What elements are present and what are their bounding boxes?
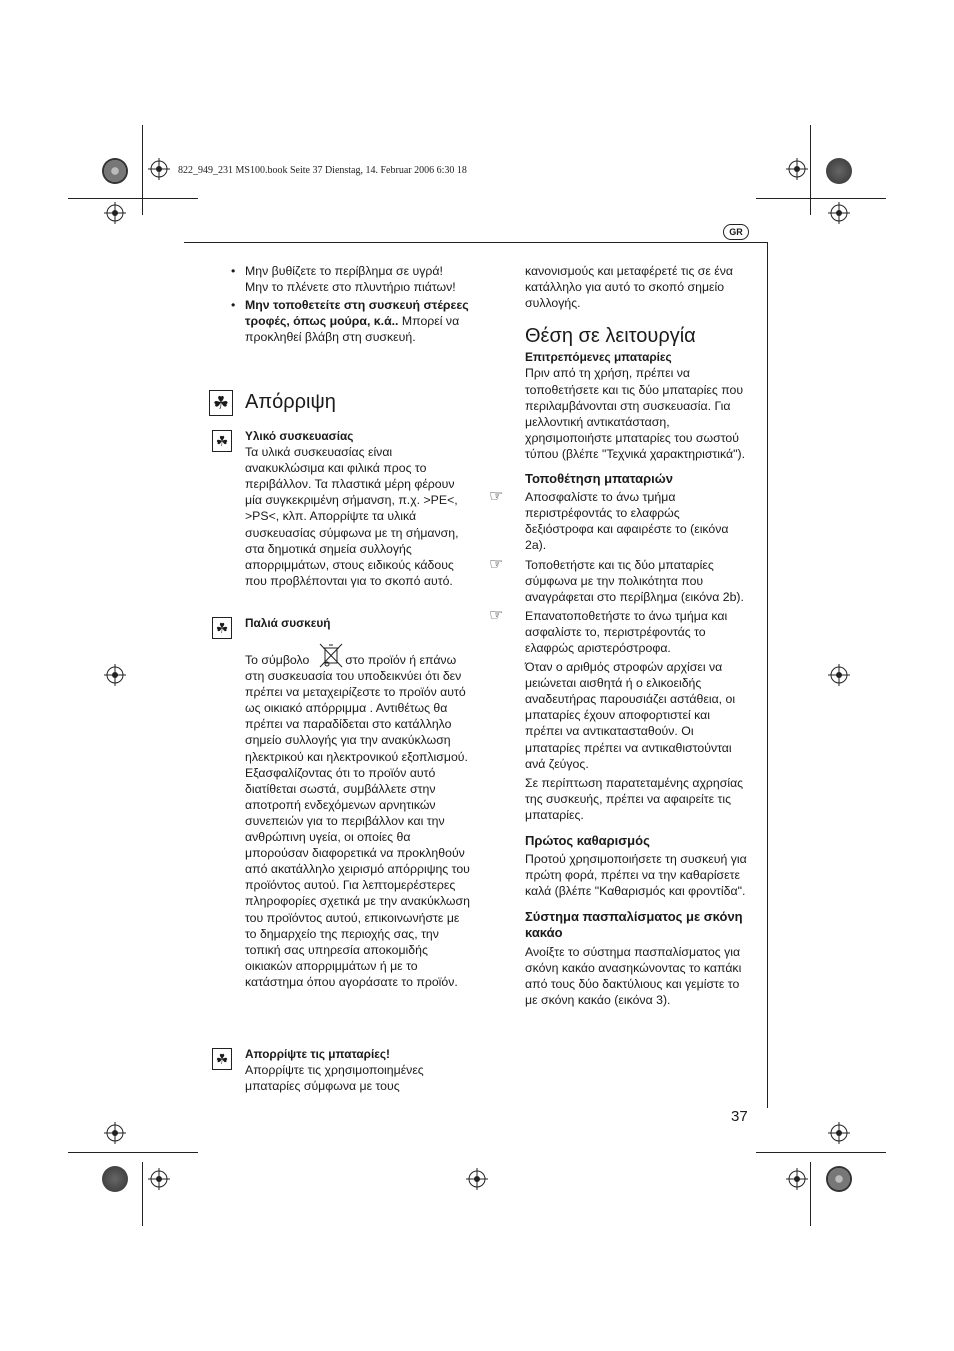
- section-title-operation: Θέση σε λειτουργία: [525, 325, 696, 348]
- crop-mark: [810, 1162, 811, 1226]
- crop-mark: [810, 125, 811, 215]
- bullet-bold-text: Μην τοποθετείτε στη συσκευή στέρεες τροφές, όπως μούρα, κ.ά..: [245, 298, 469, 329]
- registration-mark-icon: [104, 1122, 126, 1144]
- dusting-text: Ανοίξτε το σύστημα πασπαλίσματος για σκόνη κακάο ανασηκώνοντας το καπάκι από τους δύο δακτύλιους και γεμίστε το με σκόνη κακάο (εικόνα 3).: [525, 944, 742, 1007]
- crop-mark: [142, 1162, 143, 1226]
- file-info-line: 822_949_231 MS100.book Seite 37 Dienstag, 14. Februar 2006 6:30 18: [178, 165, 467, 176]
- step-text: Αποσφαλίστε το άνω τμήμα περιστρέφοντάς το ελαφρώς δεξιόστροφα και αφαιρέστε το (εικόνα 2a).: [525, 490, 729, 553]
- registration-mark-icon: [828, 202, 850, 224]
- color-target-icon: [826, 158, 852, 184]
- registration-mark-icon: [466, 1168, 488, 1190]
- old-device-block: [245, 652, 471, 990]
- info-paragraph: Όταν ο αριθμός στροφών αρχίσει να μειώνεται αισθητά ή ο ελικοειδής αναδευτήρας παρουσιάζει αστάθεια, οι μπαταρίες έχουν αποφορτιστεί και πρέπει να αντικατασταθούν. Οι μπαταρίες πρέπει να αντικαθιστούνται ανά ζεύγος.: [525, 660, 736, 771]
- section-title-disposal: Απόρριψη: [245, 391, 336, 413]
- old-device-pre: Το σύμβολο: [245, 653, 310, 667]
- pointing-hand-icon: ☞: [489, 488, 504, 506]
- shamrock-icon: ☘: [212, 1048, 232, 1070]
- registration-mark-icon: [786, 158, 808, 180]
- packaging-heading: Υλικό συσκευασίας: [245, 429, 354, 443]
- color-target-icon: [102, 1166, 128, 1192]
- registration-mark-icon: [828, 664, 850, 686]
- registration-mark-icon: [148, 1168, 170, 1190]
- step-text: Επανατοποθετήστε το άνω τμήμα και ασφαλίστε το, περιστρέφοντάς το ελαφρώς αριστερόστροφα.: [525, 608, 728, 655]
- right-column: [489, 263, 751, 1008]
- continued-text: κανονισμούς και μεταφέρετέ τις σε ένα κατάλληλο για αυτό το σκοπό σημείο συλλογής.: [525, 264, 734, 311]
- registration-mark-icon: [786, 1168, 808, 1190]
- first-cleaning-heading: Πρώτος καθαρισμός: [525, 833, 650, 848]
- pointing-hand-icon: ☞: [489, 606, 504, 624]
- old-device-text: [245, 652, 471, 990]
- batteries-block: [245, 1046, 471, 1094]
- step-text: Τοποθετήστε και τις δύο μπαταρίες σύμφωνα με την πολικότητα που αναγράφεται στο περίβλημα (εικόνα 2b).: [525, 557, 744, 604]
- registration-mark-icon: [104, 664, 126, 686]
- right-rule: [767, 242, 768, 1108]
- language-badge: GR: [723, 224, 749, 240]
- first-cleaning-text: Προτού χρησιμοποιήσετε τη συσκευή για πρώτη φορά, πρέπει να την καθαρίσετε καλά (βλέπε "Καθαρισμός και φροντίδα".: [525, 852, 747, 899]
- step-item: [489, 555, 751, 605]
- info-paragraph: Σε περίπτωση παρατεταμένης αχρησίας της συσκευής, πρέπει να αφαιρείτε τις μπαταρίες.: [525, 775, 744, 822]
- step-item: [489, 488, 751, 553]
- left-column: [229, 263, 469, 345]
- step-item: [489, 606, 751, 656]
- packaging-block: [245, 428, 467, 589]
- registration-mark-icon: [148, 158, 170, 180]
- allowed-batteries-heading: Επιτρεπόμενες μπαταρίες: [525, 350, 672, 365]
- crop-mark: [142, 125, 143, 215]
- crop-mark: [68, 1152, 198, 1153]
- shamrock-icon: ☘: [209, 390, 233, 416]
- dusting-heading: Σύστημα πασπαλίσματος με σκόνη κακάο: [525, 909, 743, 941]
- color-target-icon: [826, 1166, 852, 1192]
- color-target-icon: [102, 158, 128, 184]
- old-device-heading: Παλιά συσκευή: [245, 616, 331, 630]
- bullet-item: [229, 297, 469, 345]
- insert-batteries-heading: Τοποθέτηση μπαταριών: [525, 471, 674, 487]
- registration-mark-icon: [828, 1122, 850, 1144]
- old-device-heading-block: [245, 615, 467, 631]
- bullet-text: Μπορεί να προκληθεί βλάβη στη συσκευή.: [245, 314, 460, 345]
- crop-mark: [68, 198, 198, 199]
- pointing-hand-icon: ☞: [489, 555, 504, 573]
- old-device-post: στο προϊόν ή επάνω στη συσκευασία του υποδεικνύει ότι δεν πρέπει να μεταχειρίζεστε το προϊόν αυτό ως οικιακό απόρριμμα . Αντιθέτως θα πρέπει να παραδίδεται στο κατάλληλο σημείο συλλογής για την ανακύκλωση ηλεκτρικού και ηλεκτρονικού εξοπλισμού. Εξασφαλίζοντας ότι το προϊόν αυτό διατίθεται σωστά, συμβάλλετε στην αποτροπή ενδεχόμενων αρνητικών συνεπειών για το περιβάλλον και την ανθρώπινη υγεία, οι οποίες θα μπορούσαν διαφορετικά να προκληθούν από ακατάλληλο χειρισμό απόρριψης του προϊόντος αυτού. Για λεπτομερέστερες πληροφορίες σχετικά με την ανακύκλωση του προϊόντος αυτού, επικοινωνήστε με το δημαρχείο της περιοχής σας, την τοπική σας υπηρεσία αποκομιδής οικιακών απορριμμάτων ή με το κατάστημα όπου αγοράσατε το προϊόν.: [245, 653, 470, 989]
- registration-mark-icon: [104, 202, 126, 224]
- packaging-text: Τα υλικά συσκευασίας είναι ανακυκλώσιμα και φιλικά προς το περιβάλλον. Τα πλαστικά μέρη φέρουν μία συγκεκριμένη σήμανση, π.χ. >PE<, >PS<, κλπ. Απορρίψτε τα υλικά συσκευασίας σύμφωνα με τη σήμανση, στα δημοτικά σημεία συλλογής απορριμμάτων, στους ειδικούς κάδους που προβλέπονται για το σκοπό αυτό.: [245, 445, 459, 588]
- crop-mark: [756, 198, 886, 199]
- batteries-text: Απορρίψτε τις χρησιμοποιημένες μπαταρίες σύμφωνα με τους: [245, 1063, 424, 1094]
- batteries-heading: Απορρίψτε τις μπαταρίες!: [245, 1047, 390, 1061]
- bullet-item: • Μην βυθίζετε το περίβλημα σε υγρά! Μην το πλένετε στο πλυντήριο πιάτων!: [229, 263, 469, 295]
- page-number: 37: [731, 1108, 748, 1125]
- shamrock-icon: ☘: [212, 617, 232, 639]
- top-rule: [184, 242, 768, 243]
- shamrock-icon: ☘: [212, 430, 232, 452]
- allowed-batteries-text: Πριν από τη χρήση, πρέπει να τοποθετήσετε και τις δύο μπαταρίες που περιλαμβάνονται στη συσκευασία. Για μελλοντική αντικατάσταση, χρησιμοποιήστε μπαταρίες του σωστού τύπου (βλέπε "Τεχνικά χαρακτηριστικά").: [525, 366, 745, 461]
- crop-mark: [756, 1152, 886, 1153]
